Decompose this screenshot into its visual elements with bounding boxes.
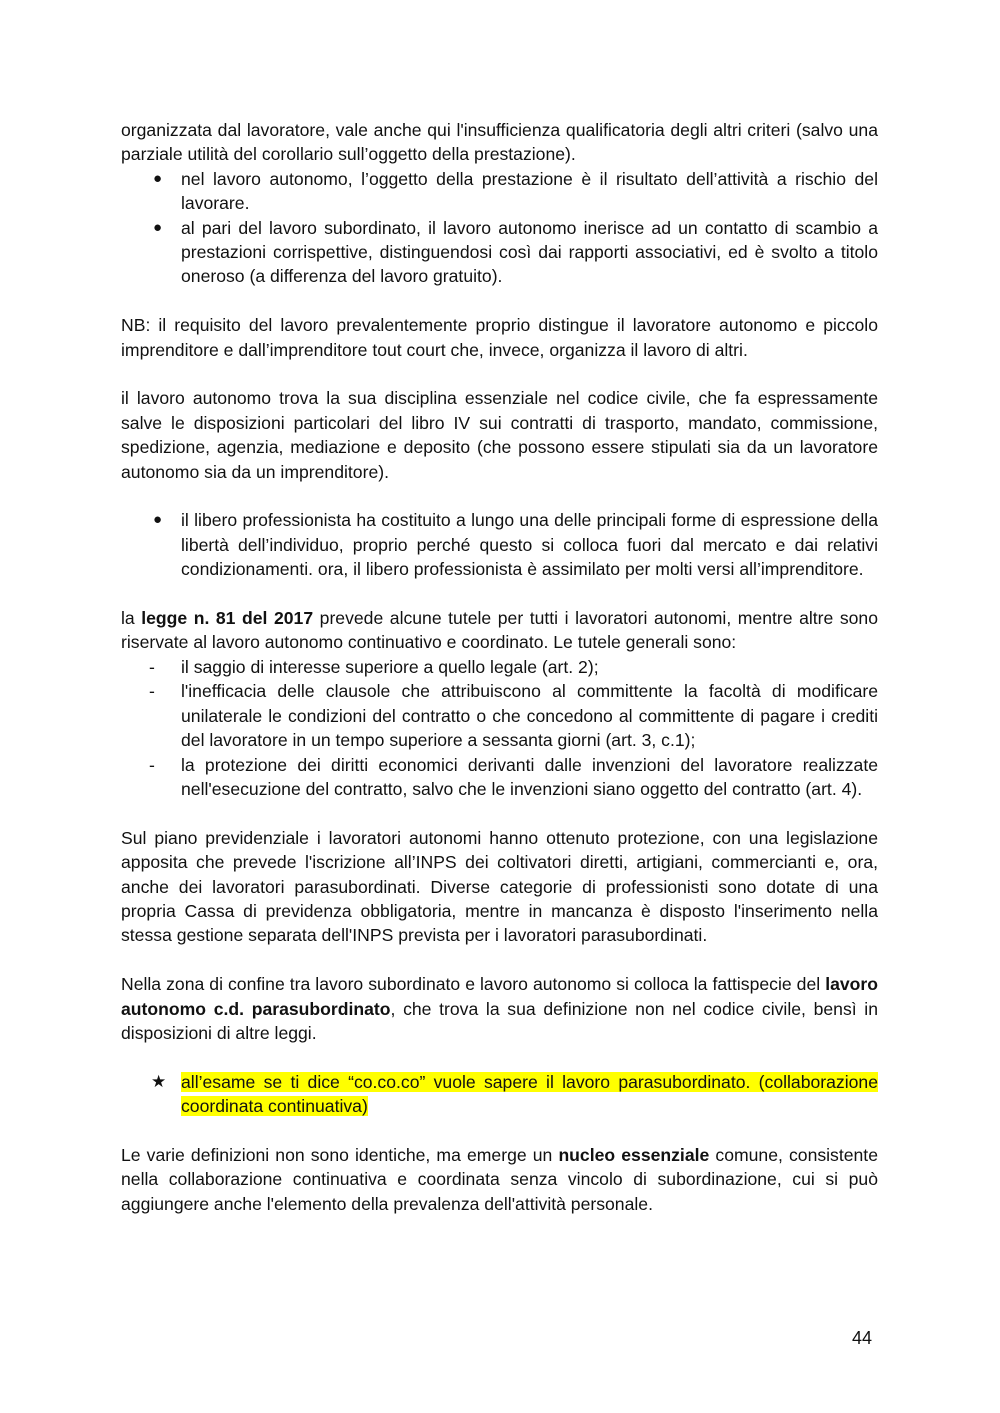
dash-list-item — [121, 655, 878, 679]
bullet-text: il libero professionista ha costituito a lungo una delle principali forme di espressione della libertà dell’individuo, proprio perché questo si colloca fuori dal mercato e dai relativi condizionamenti. ora, il libero professionista è assimilato per molti versi all’imprenditore. — [181, 510, 878, 580]
dash-item-text: l'inefficacia delle clausole che attribuiscono al committente la facoltà di modificare unilaterale le condizioni del contratto o che concedono al committente di pagare i crediti del lavoratore in un tempo superiore a sessanta giorni (art. 3, c.1); — [181, 681, 878, 751]
bullet-item — [121, 167, 878, 216]
star-icon: ★ — [151, 1071, 167, 1091]
confine-paragraph: Nella zona di confine tra lavoro subordinato e lavoro autonomo si colloca la fattispecie del lavoro autonomo c.d. parasubordinato, che trova la sua definizione non nel codice civile, bensì in disposizioni di altre leggi. — [121, 974, 879, 1043]
bullet-text: al pari del lavoro subordinato, il lavoro autonomo inerisce ad un contatto di scambio a prestazioni corrispettive, distinguendosi così dai rapporti associativi, ed è svolto a titolo oneroso (a differenza del lavoro gratuito). — [181, 217, 878, 287]
bullet-icon: ● — [153, 511, 163, 529]
bullet-item — [121, 216, 878, 289]
document-page — [121, 118, 878, 1216]
nucleo-term: nucleo essenziale — [558, 1144, 710, 1165]
bullet-icon: ● — [153, 169, 163, 187]
codice-civile-paragraph: il lavoro autonomo trova la sua disciplina essenziale nel codice civile, che fa espressamente salve le disposizioni particolari del libro IV sui contratti di trasporto, mandato, commissione, spedizione, agenzia, mediazione e deposito (che possono essere stipulati sia da un lavoratore autonomo sia da un imprenditore). — [121, 388, 878, 482]
bullet-item — [121, 508, 878, 581]
exam-note-item — [121, 1070, 878, 1119]
nb-paragraph: NB: il requisito del lavoro prevalentemente proprio distingue il lavoratore autonomo e piccolo imprenditore e dall’imprenditore tout court che, invece, organizza il lavoro di altri. — [121, 315, 878, 360]
dash-marker: - — [149, 656, 155, 677]
bullet-text: nel lavoro autonomo, l’oggetto della prestazione è il risultato dell’attività a rischio del lavorare. — [181, 168, 878, 214]
page-number: 44 — [852, 1328, 873, 1348]
dash-list-item — [121, 679, 878, 752]
dash-marker: - — [149, 681, 155, 702]
bullet-icon: ● — [153, 218, 163, 236]
parasubordinato-term: lavoro autonomo c.d. parasubordinato — [121, 974, 878, 1019]
nucleo-paragraph: Le varie definizioni non sono identiche, ma emerge un nucleo essenziale comune, consistente nella collaborazione continuativa e coordinata senza vincolo di subordinazione, cui si può aggiungere anche l'elemento della prevalenza dell'attività personale. — [121, 1144, 878, 1214]
previdenziale-paragraph: Sul piano previdenziale i lavoratori autonomi hanno ottenuto protezione, con una legislazione apposita che prevede l'iscrizione all’INPS dei coltivatori diretti, artigiani, commercianti e, ora, anche dei lavoratori parasubordinati. Diverse categorie di professionisti sono dotate di una propria Cassa di previdenza obbligatoria, mentre in mancanza è disposto l'inserimento nella stessa gestione separata dell'INPS prevista per i lavoratori parasubordinati. — [121, 827, 878, 946]
dash-item-text: il saggio di interesse superiore a quello legale (art. 2); — [181, 656, 599, 677]
dash-list-item — [121, 753, 878, 802]
dash-item-text: la protezione dei diritti economici derivanti dalle invenzioni del lavoratore realizzate nell'esecuzione del contratto, salvo che le invenzioni siano oggetto del contratto (art. 4). — [181, 754, 878, 799]
legge-paragraph: la legge n. 81 del 2017 prevede alcune tutele per tutti i lavoratori autonomi, mentre altre sono riservate al lavoro autonomo continuativo e coordinato. Le tutele generali sono: — [121, 608, 878, 653]
intro-paragraph: organizzata dal lavoratore, vale anche qui l'insufficienza qualificatoria degli altri criteri (salvo una parziale utilità del corollario sull’oggetto della prestazione). — [121, 120, 878, 165]
exam-note-text: all’esame se ti dice “co.co.co” vuole sapere il lavoro parasubordinato. (collaborazione coordinata continuativa) — [181, 1071, 878, 1117]
legge-reference: legge n. 81 del 2017 — [141, 608, 314, 629]
dash-marker: - — [149, 754, 155, 775]
